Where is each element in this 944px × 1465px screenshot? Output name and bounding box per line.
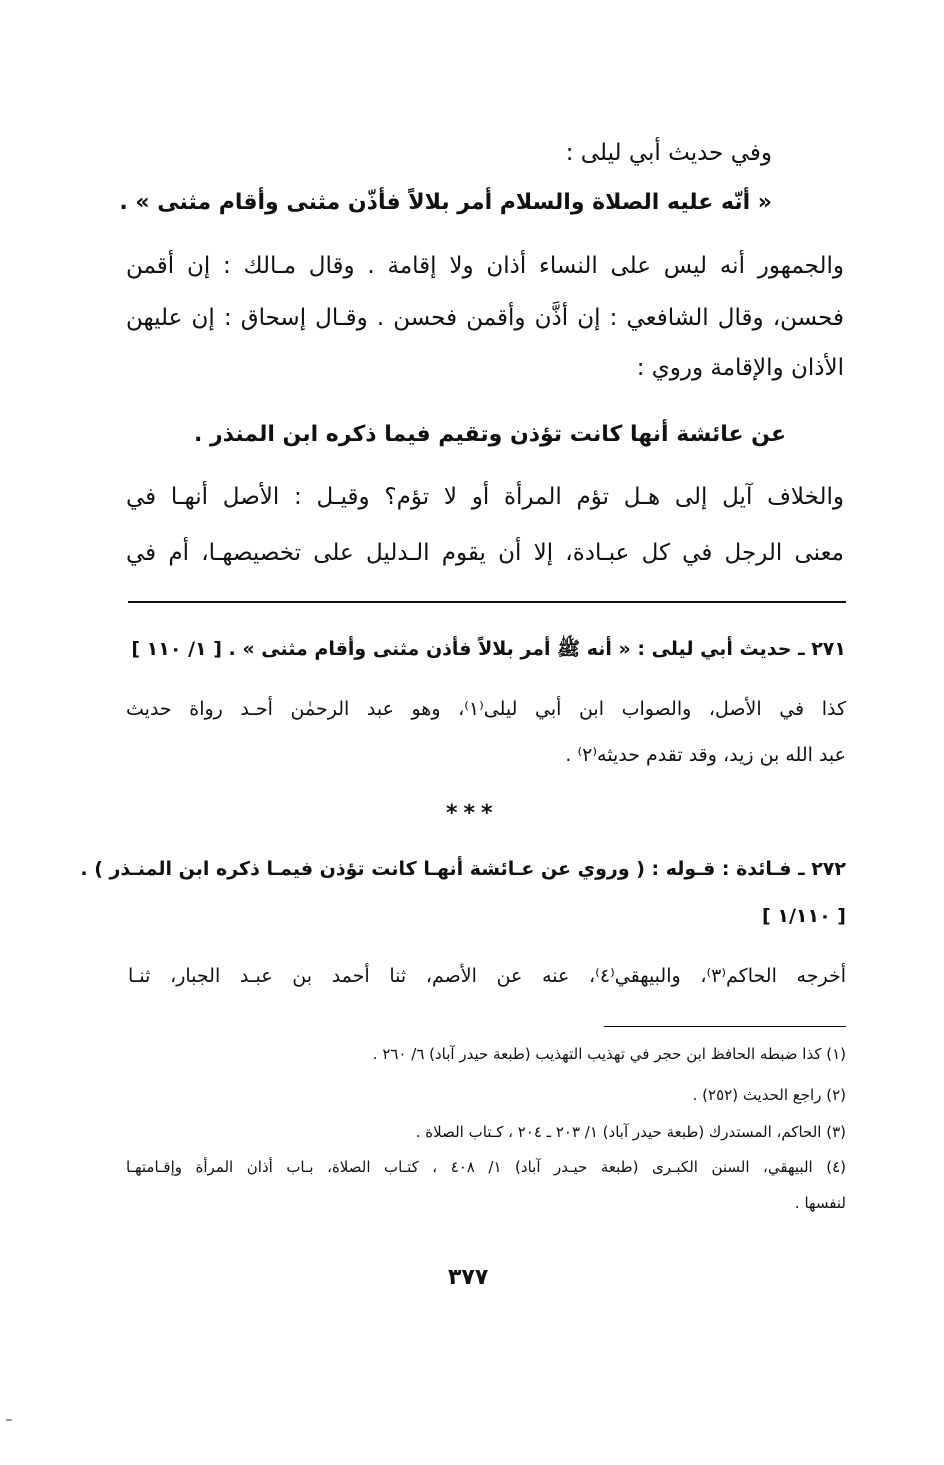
scan-mark (6, 1419, 12, 1421)
paragraph-1-line-2: فحسن، وقال الشافعي : إن أذَّن وأقمن فحسن . وقـال إسحاق : إن عليهن (126, 305, 844, 331)
main-text-divider (128, 601, 846, 603)
note-271-heading: ٢٧١ ـ حديث أبي ليلى : « أنه ﷺ أمر بلالاً فأذن مثنى وأقام مثنى » . [ ١/ ١١٠ ] (131, 638, 846, 660)
footnote-divider (604, 1026, 846, 1027)
footnote-3: (٣) الحاكم، المستدرك (طبعة حيدر آباد) ١/ ٢٠٣ ـ ٢٠٤ ، كـتاب الصلاة . (415, 1123, 846, 1141)
hadith-quote-2: عن عائشة أنها كانت تؤذن وتقيم فيما ذكره ابن المنذر . (193, 422, 786, 447)
note-271-line-2: عبد الله بن زيد، وقد تقدم حديثه⁽٢⁾ . (565, 744, 846, 766)
footnote-4-line-2: لنفسها . (794, 1194, 846, 1212)
section-separator-stars: *** (446, 801, 499, 826)
footnote-1: (١) كذا ضبطه الحافظ ابن حجر في تهذيب التهذيب (طبعة حيدر آباد) ٦/ ٢٦٠ . (372, 1045, 846, 1063)
note-272-heading-line-1: ٢٧٢ ـ فـائدة : قـوله : ( وروي عن عـائشة أنهـا كانت تؤذن فيمـا ذكره ابن المنـذر ) . (80, 858, 846, 880)
intro-line: وفي حديث أبي ليلى : (565, 140, 772, 166)
paragraph-1-line-1: والجمهور أنه ليس على النساء أذان ولا إقامة . وقال مـالك : إن أقمن (126, 253, 844, 279)
paragraph-1-line-3: الأذان والإقامة وروي : (636, 355, 844, 381)
note-271-line-1: كذا في الأصل، والصواب ابن أبي ليلى⁽١⁾، وهو عبد الرحمٰن أحـد رواة حديث (126, 698, 846, 720)
note-272-line-1: أخرجه الحاكم⁽٣⁾، والبيهقي⁽٤⁾، عنه عن الأصم، ثنا أحمد بن عبـد الجبار، ثنـا (128, 965, 846, 987)
page-number: ٣٧٧ (448, 1265, 489, 1290)
paragraph-2-line-1: والخلاف آيل إلى هـل تؤم المرأة أو لا تؤم؟ وقيـل : الأصل أنهـا في (126, 484, 844, 510)
paragraph-2-line-2: معنى الرجل في كل عبـادة، إلا أن يقوم الـدليل على تخصيصهـا، أم في (126, 540, 844, 566)
hadith-quote-1: « أنّه عليه الصلاة والسلام أمر بلالاً فأذّن مثنى وأقام مثنى » . (119, 190, 772, 215)
footnote-4-line-1: (٤) البيهقي، السنن الكبـرى (طبعة حيـدر آباد) ١/ ٤٠٨ ، كتـاب الصلاة، بـاب أذان المرأة وإقـامتهـا (126, 1158, 846, 1176)
footnote-2: (٢) راجع الحديث (٢٥٢) . (692, 1086, 846, 1104)
note-272-heading-line-2: [ ١/١١٠ ] (762, 905, 846, 927)
